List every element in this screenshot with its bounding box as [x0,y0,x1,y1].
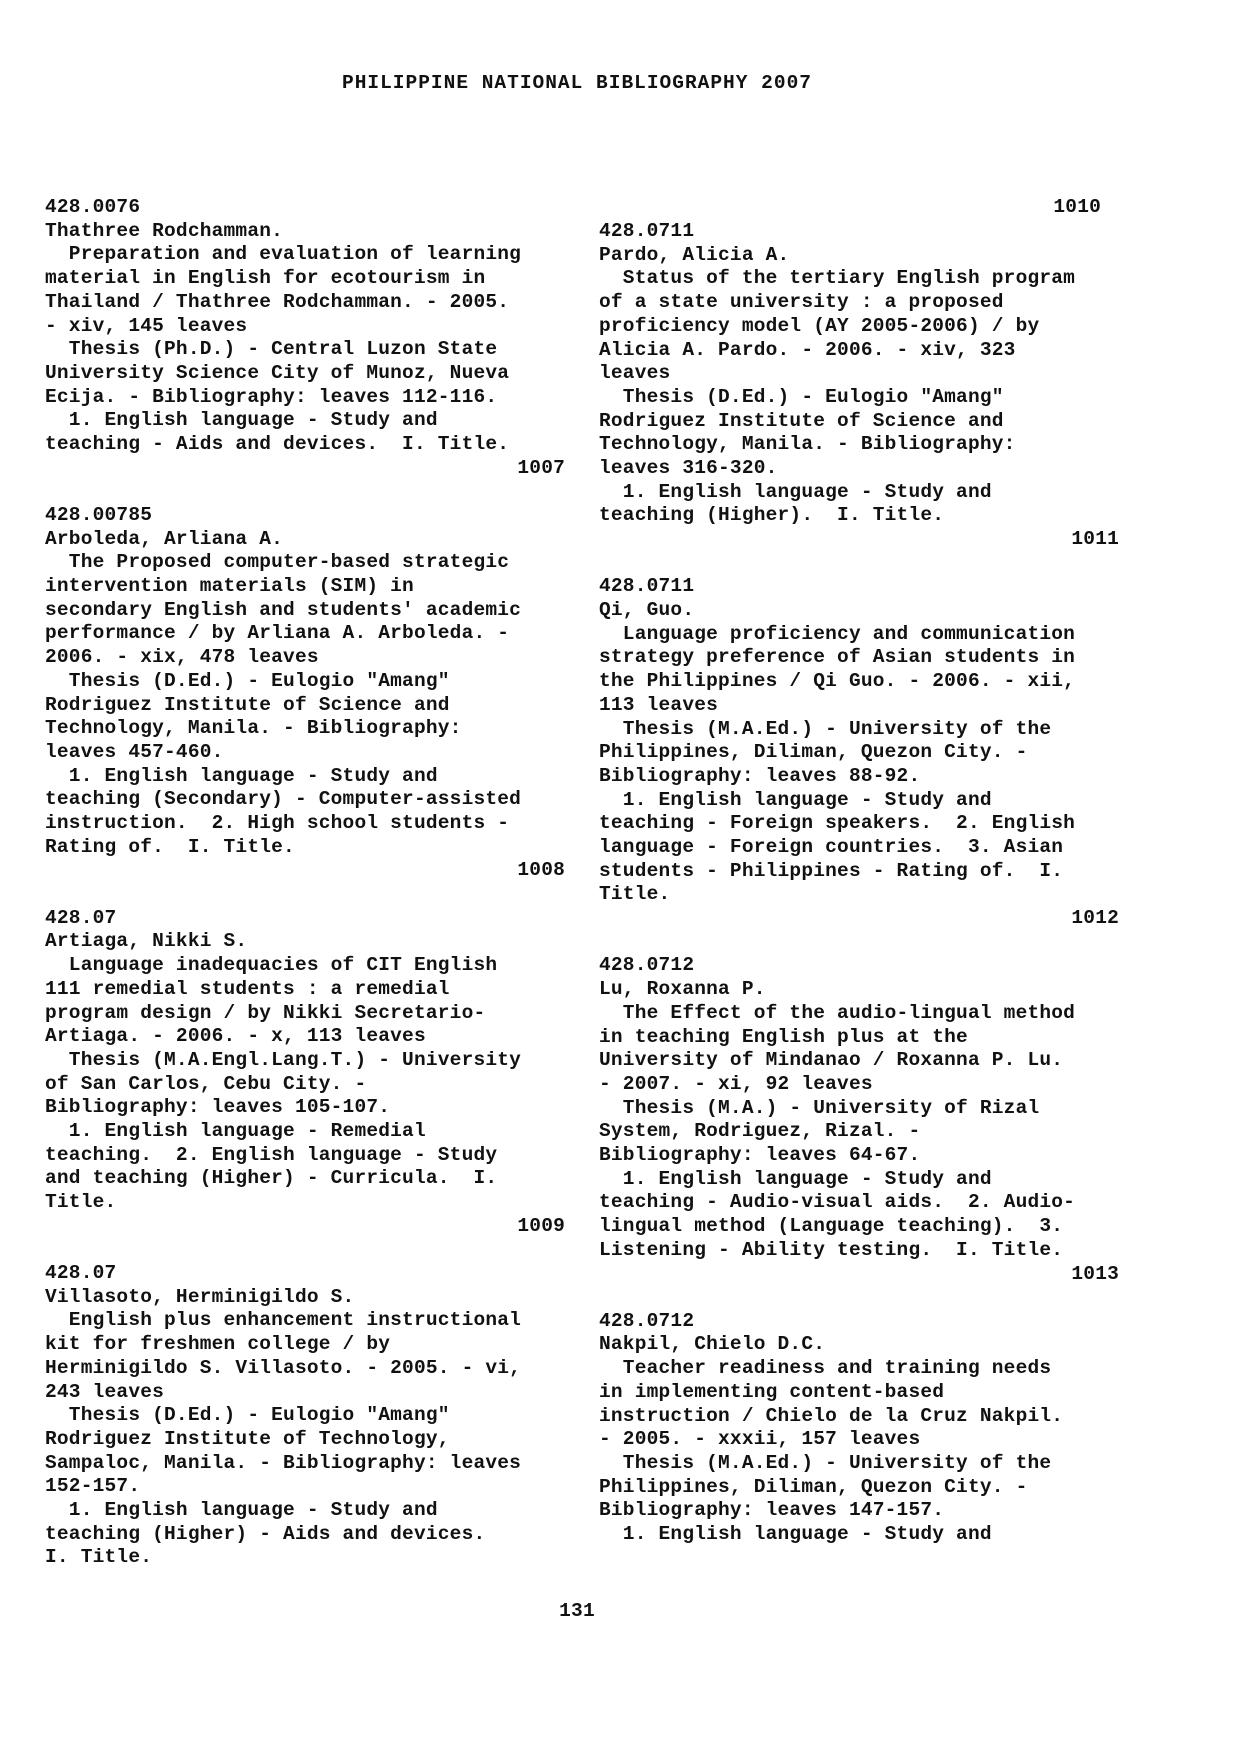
call-number: 428.0711 [599,575,695,598]
entry-text-line: of a state university : a proposed [599,291,1004,314]
entry-text-line: The Effect of the audio-lingual method [599,1001,1076,1024]
bibliography-entry [45,504,565,883]
entry-text-line: Technology, Manila. - Bibliography: [599,433,1016,456]
entry-text-line: 111 remedial students : a remedial [45,977,450,1000]
bibliography-entry [599,1310,1119,1547]
entry-text-line: teaching (Higher) - Aids and devices. [45,1522,486,1545]
entry-number: 1011 [1071,528,1119,551]
entry-text-line: University Science City of Munoz, Nueva [45,361,510,384]
entry-text-line: teaching - Aids and devices. I. Title. [45,433,510,456]
entry-text-line: secondary English and students' academic [45,598,522,621]
entry-text-line: 1. English language - Study and [45,409,438,432]
entry-text-line: Thesis (M.A.Engl.Lang.T.) - University [45,1048,522,1071]
entry-text-line: kit for freshmen college / by [45,1333,391,1356]
entry-text-line: in implementing content-based [599,1380,945,1403]
entry-text-line: 243 leaves [45,1380,165,1403]
entry-text-line: Thesis (D.Ed.) - Eulogio "Amang" [599,385,1004,408]
entry-text-line: Rodriguez Institute of Technology, [45,1427,450,1450]
entry-text-line: 1. English language - Study and [45,764,438,787]
entry-text-line: Technology, Manila. - Bibliography: [45,717,462,740]
entry-number: 1007 [517,456,565,479]
entry-text-line: 1. English language - Remedial [45,1120,426,1143]
entry-text-line: the Philippines / Qi Guo. - 2006. - xii, [599,670,1076,693]
entry-text-line: Herminigildo S. Villasoto. - 2005. - vi, [45,1356,522,1379]
entry-text-line: Thesis (M.A.Ed.) - University of the [599,717,1052,740]
entry-text-line: Artiaga. - 2006. - x, 113 leaves [45,1025,426,1048]
entry-text-line: in teaching English plus at the [599,1025,968,1048]
entry-number: 1008 [517,859,565,882]
entry-text-line: Bibliography: leaves 147-157. [599,1499,945,1522]
entry-text-line: Bibliography: leaves 105-107. [45,1096,391,1119]
entry-text-line: Preparation and evaluation of learning [45,243,522,266]
entry-text-line: Thesis (M.A.) - University of Rizal [599,1096,1040,1119]
call-number: 428.0712 [599,1309,695,1332]
entry-text-line: program design / by Nikki Secretario- [45,1001,486,1024]
entry-text-line: Rating of. I. Title. [45,835,295,858]
entry-text-line: leaves 316-320. [599,457,778,480]
entry-text-line: leaves [599,362,671,385]
entry-text-line: - 2007. - xi, 92 leaves [599,1072,873,1095]
author: Thathree Rodchamman. [45,219,284,242]
entry-text-line: 152-157. [45,1475,141,1498]
author: Qi, Guo. [599,599,695,622]
entry-text-line: Status of the tertiary English program [599,267,1076,290]
entry-text-line: 1. English language - Study and [599,1167,992,1190]
bibliography-entry [45,1262,565,1570]
page-number: 131 [559,1600,595,1622]
call-number: 428.0711 [599,220,695,242]
entry-text-line: Language proficiency and communication [599,622,1076,645]
entry-text-line: The Proposed computer-based strategic [45,551,510,574]
bibliography-entry [45,907,565,1239]
entry-text-line: and teaching (Higher) - Curricula. I. [45,1167,498,1190]
entry-text-line: 1. English language - Study and [599,480,992,503]
entry-text-line: - xiv, 145 leaves [45,314,248,337]
entry-text-line: Thesis (M.A.Ed.) - University of the [599,1451,1052,1474]
call-number: 428.0712 [599,954,695,977]
author: Arboleda, Arliana A. [45,527,284,550]
entry-text-line: teaching (Higher). I. Title. [599,504,945,527]
entry-text-line: Ecija. - Bibliography: leaves 112-116. [45,385,498,408]
entry-text-line: Title. [45,1191,117,1214]
entry-number: 1012 [1071,907,1119,930]
call-number: 428.00785 [45,503,153,526]
author: Lu, Roxanna P. [599,978,766,1001]
entry-text-line: students - Philippines - Rating of. I. [599,859,1064,882]
entry-text-line: Teacher readiness and training needs [599,1357,1052,1380]
entry-text-line: University of Mindanao / Roxanna P. Lu. [599,1049,1064,1072]
entry-text-line: Thesis (D.Ed.) - Eulogio "Amang" [45,669,450,692]
entry-text-line: 2006. - xix, 478 leaves [45,646,319,669]
entry-text-line: Language inadequacies of CIT English [45,954,498,977]
entry-text-line: Alicia A. Pardo. - 2006. - xiv, 323 [599,338,1016,361]
entry-text-line: instruction. 2. High school students - [45,812,510,835]
entry-number-1010: 1010 [1053,196,1101,218]
entry-text-line: instruction / Chielo de la Cruz Nakpil. [599,1404,1064,1427]
entry-text-line: teaching. 2. English language - Study [45,1143,498,1166]
bibliography-entry [599,954,1119,1286]
author: Villasoto, Herminigildo S. [45,1285,355,1308]
page-title: PHILIPPINE NATIONAL BIBLIOGRAPHY 2007 [342,72,812,94]
entry-text-line: 113 leaves [599,693,719,716]
entry-text-line: 1. English language - Study and [599,788,992,811]
bibliography-entry [599,575,1119,931]
entry-text-line: English plus enhancement instructional [45,1309,522,1332]
entry-text-line: performance / by Arliana A. Arboleda. - [45,622,510,645]
entry-text-line: Sampaloc, Manila. - Bibliography: leaves [45,1451,522,1474]
entry-text-line: lingual method (Language teaching). 3. [599,1215,1064,1238]
entry-text-line: teaching - Foreign speakers. 2. English [599,812,1076,835]
entry-text-line: Philippines, Diliman, Quezon City. - [599,1475,1028,1498]
entry-text-line: Thesis (Ph.D.) - Central Luzon State [45,338,498,361]
entry-text-line: intervention materials (SIM) in [45,575,414,598]
right-column [599,220,1119,1570]
entry-text-line: Philippines, Diliman, Quezon City. - [599,741,1028,764]
entry-text-line: Bibliography: leaves 88-92. [599,764,921,787]
entry-text-line: Bibliography: leaves 64-67. [599,1144,921,1167]
entry-number: 1013 [1071,1262,1119,1285]
entry-text-line: Title. [599,883,671,906]
entry-text-line: teaching - Audio-visual aids. 2. Audio- [599,1191,1076,1214]
entry-text-line: Thesis (D.Ed.) - Eulogio "Amang" [45,1404,450,1427]
entry-text-line: Rodriguez Institute of Science and [599,409,1004,432]
entry-text-line: of San Carlos, Cebu City. - [45,1072,367,1095]
entry-text-line: language - Foreign countries. 3. Asian [599,836,1064,859]
entry-text-line: 1. English language - Study and [599,1523,992,1546]
call-number: 428.07 [45,1262,117,1285]
entry-text-line: teaching (Secondary) - Computer-assisted [45,788,522,811]
entry-text-line: material in English for ecotourism in [45,267,486,290]
entry-text-line: System, Rodriguez, Rizal. - [599,1120,921,1143]
entry-text-line: I. Title. [45,1546,153,1569]
call-number: 428.0076 [45,196,141,218]
call-number: 428.07 [45,906,117,929]
left-column [45,196,565,1594]
bibliography-entry [45,196,565,480]
entry-text-line: Listening - Ability testing. I. Title. [599,1238,1064,1261]
entry-text-line: Rodriguez Institute of Science and [45,693,450,716]
entry-text-line: strategy preference of Asian students in [599,646,1076,669]
entry-text-line: - 2005. - xxxii, 157 leaves [599,1428,921,1451]
entry-text-line: proficiency model (AY 2005-2006) / by [599,314,1040,337]
author: Pardo, Alicia A. [599,243,790,266]
entry-text-line: leaves 457-460. [45,740,224,763]
entry-number: 1009 [517,1214,565,1237]
entry-text-line: 1. English language - Study and [45,1499,438,1522]
entry-text-line: Thailand / Thathree Rodchamman. - 2005. [45,290,510,313]
author: Nakpil, Chielo D.C. [599,1333,826,1356]
author: Artiaga, Nikki S. [45,930,248,953]
bibliography-entry [599,220,1119,552]
